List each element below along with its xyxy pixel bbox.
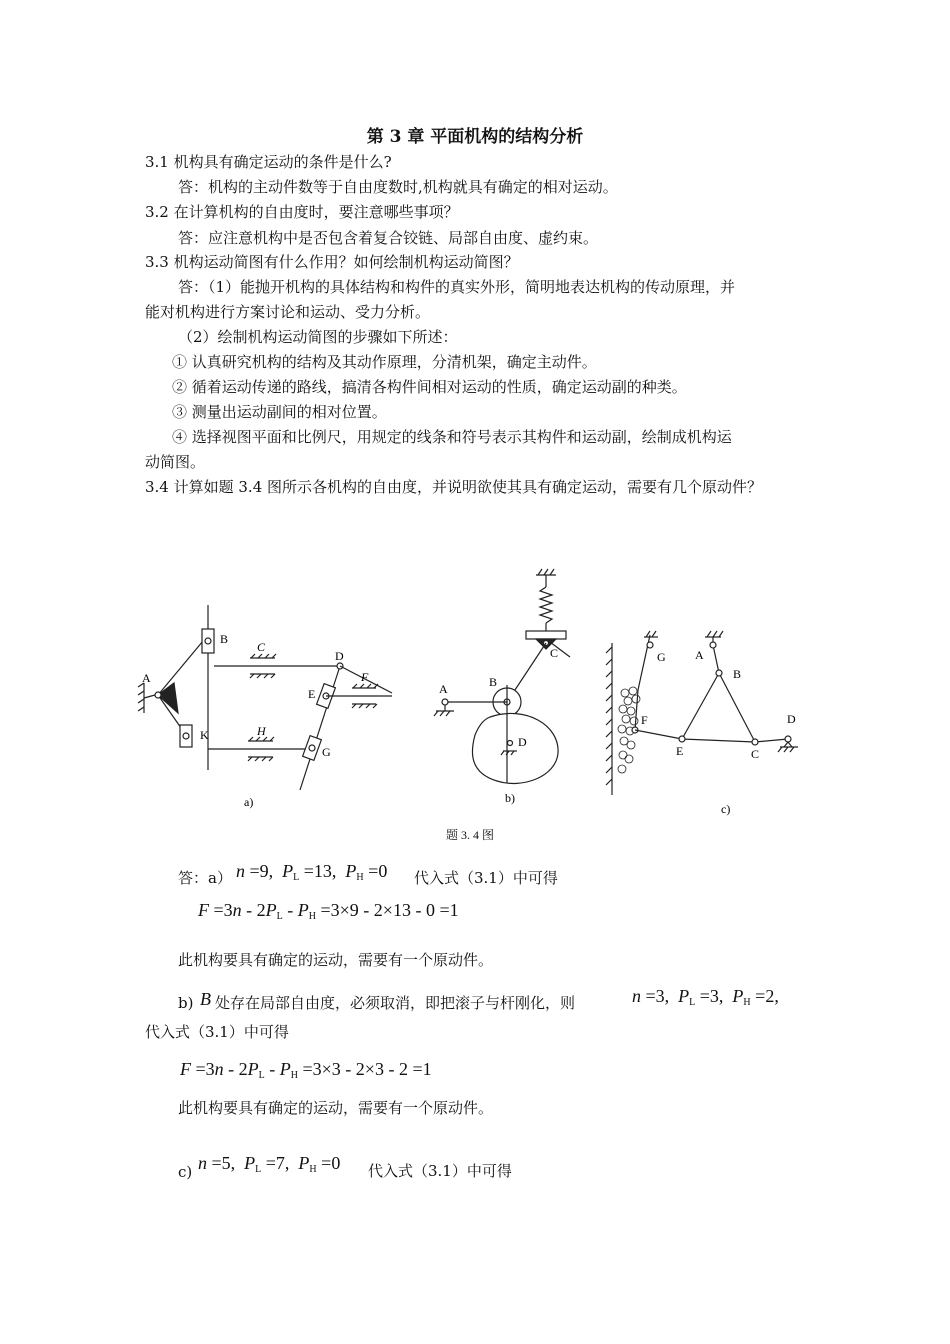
answer-b-suffix: 代入式（3.1）中可得 xyxy=(145,1023,289,1041)
answer-3-3-line1: 答：（1）能抛开机构的具体结构和构件的真实外形，简明地表达机构的传动原理，并 xyxy=(178,278,736,296)
question-3-4: 3.4 计算如题 3.4 图所示各机构的自由度，并说明欲使其具有确定运动，需要有几个原动件？ xyxy=(145,478,763,496)
answer-b-point: B xyxy=(200,989,211,1009)
label-A-b: A xyxy=(439,682,448,696)
subfigure-a-label: a) xyxy=(244,795,254,809)
label-C-a: C xyxy=(257,640,266,654)
answer-a-formula: $F =3n - 2P_L - P_H =3\times 9 - 2\times 13 - 0 =1$ xyxy=(198,900,459,922)
step-1: ① 认真研究机构的结构及其动作原理，分清机架，确定主动件。 xyxy=(172,353,597,371)
subfigure-b-label: b) xyxy=(505,791,515,805)
answer-3-3-line2: 能对机构进行方案讨论和运动、受力分析。 xyxy=(145,303,431,321)
label-D-b: D xyxy=(518,735,527,749)
label-A-c: A xyxy=(695,648,704,662)
question-3-2: 3.2 在计算机构的自由度时，要注意哪些事项？ xyxy=(145,203,459,221)
answer-3-3-line3: （2）绘制机构运动简图的步骤如下所述： xyxy=(178,328,458,346)
answer-b-formula: $F =3n - 2P_L - P_H =3\times 3 - 2\times 3 - 2 =1$ xyxy=(180,1059,432,1081)
label-G-a: G xyxy=(322,745,331,759)
chapter-title: 第 3 章 平面机构的结构分析 xyxy=(366,127,584,147)
answer-3-2: 答：应注意机构中是否包含着复合铰链、局部自由度、虚约束。 xyxy=(178,229,599,247)
label-E-a: E xyxy=(308,687,316,701)
answer-3-1: 答：机构的主动件数等于自由度数时,机构就具有确定的相对运动。 xyxy=(178,178,618,196)
step-4-line1: ④ 选择视图平面和比例尺，用规定的线条和符号表示其构件和运动副，绘制成机构运 xyxy=(172,428,732,446)
mechanism-figure xyxy=(130,565,820,825)
subfigure-c-label: c) xyxy=(721,802,731,816)
label-B-b: B xyxy=(489,675,498,689)
answer-c-suffix: 代入式（3.1）中可得 xyxy=(368,1162,512,1180)
label-B-a: B xyxy=(220,632,229,646)
answer-b-prefix: b) xyxy=(178,994,194,1012)
figure-caption: 题 3. 4 图 xyxy=(446,828,495,842)
step-2: ② 循着运动传递的路线，搞清各构件间相对运动的性质，确定运动副的种类。 xyxy=(172,378,687,396)
answer-a-prefix: 答：a） xyxy=(178,869,232,887)
label-A-a: A xyxy=(142,671,151,685)
step-4-line2: 动简图。 xyxy=(145,453,206,471)
answer-c-prefix: c) xyxy=(178,1163,193,1181)
answer-b-conclusion: 此机构要具有确定的运动，需要有一个原动件。 xyxy=(178,1099,494,1117)
question-3-1: 3.1 机构具有确定运动的条件是什么? xyxy=(145,153,392,171)
label-F-a: F xyxy=(361,670,369,684)
label-C-c: C xyxy=(751,747,760,761)
label-D-a: D xyxy=(335,649,344,663)
question-3-3: 3.3 机构运动简图有什么作用？如何绘制机构运动简图？ xyxy=(145,253,519,271)
label-F-c: F xyxy=(641,713,648,727)
label-D-c: D xyxy=(787,712,796,726)
answer-c-params: n =5, $P_L =7$, $P_H =0$ xyxy=(198,1153,341,1175)
answer-b-text: 处存在局部自由度，必须取消，即把滚子与杆刚化，则 xyxy=(215,994,576,1012)
label-K-a: K xyxy=(200,728,209,742)
label-H-a: H xyxy=(257,724,266,738)
label-E-c: E xyxy=(676,744,684,758)
answer-a-conclusion: 此机构要具有确定的运动，需要有一个原动件。 xyxy=(178,951,494,969)
label-G-c: G xyxy=(657,650,666,664)
step-3: ③ 测量出运动副间的相对位置。 xyxy=(172,403,387,421)
label-C-b: C xyxy=(550,646,559,660)
answer-a-params: n =9, $P_L =13$, $P_H =0$ xyxy=(236,861,388,883)
answer-b-params: n =3, $P_L =3$, $P_H =2$, xyxy=(632,986,779,1008)
answer-a-suffix: 代入式（3.1）中可得 xyxy=(414,869,558,887)
label-B-c: B xyxy=(733,667,742,681)
